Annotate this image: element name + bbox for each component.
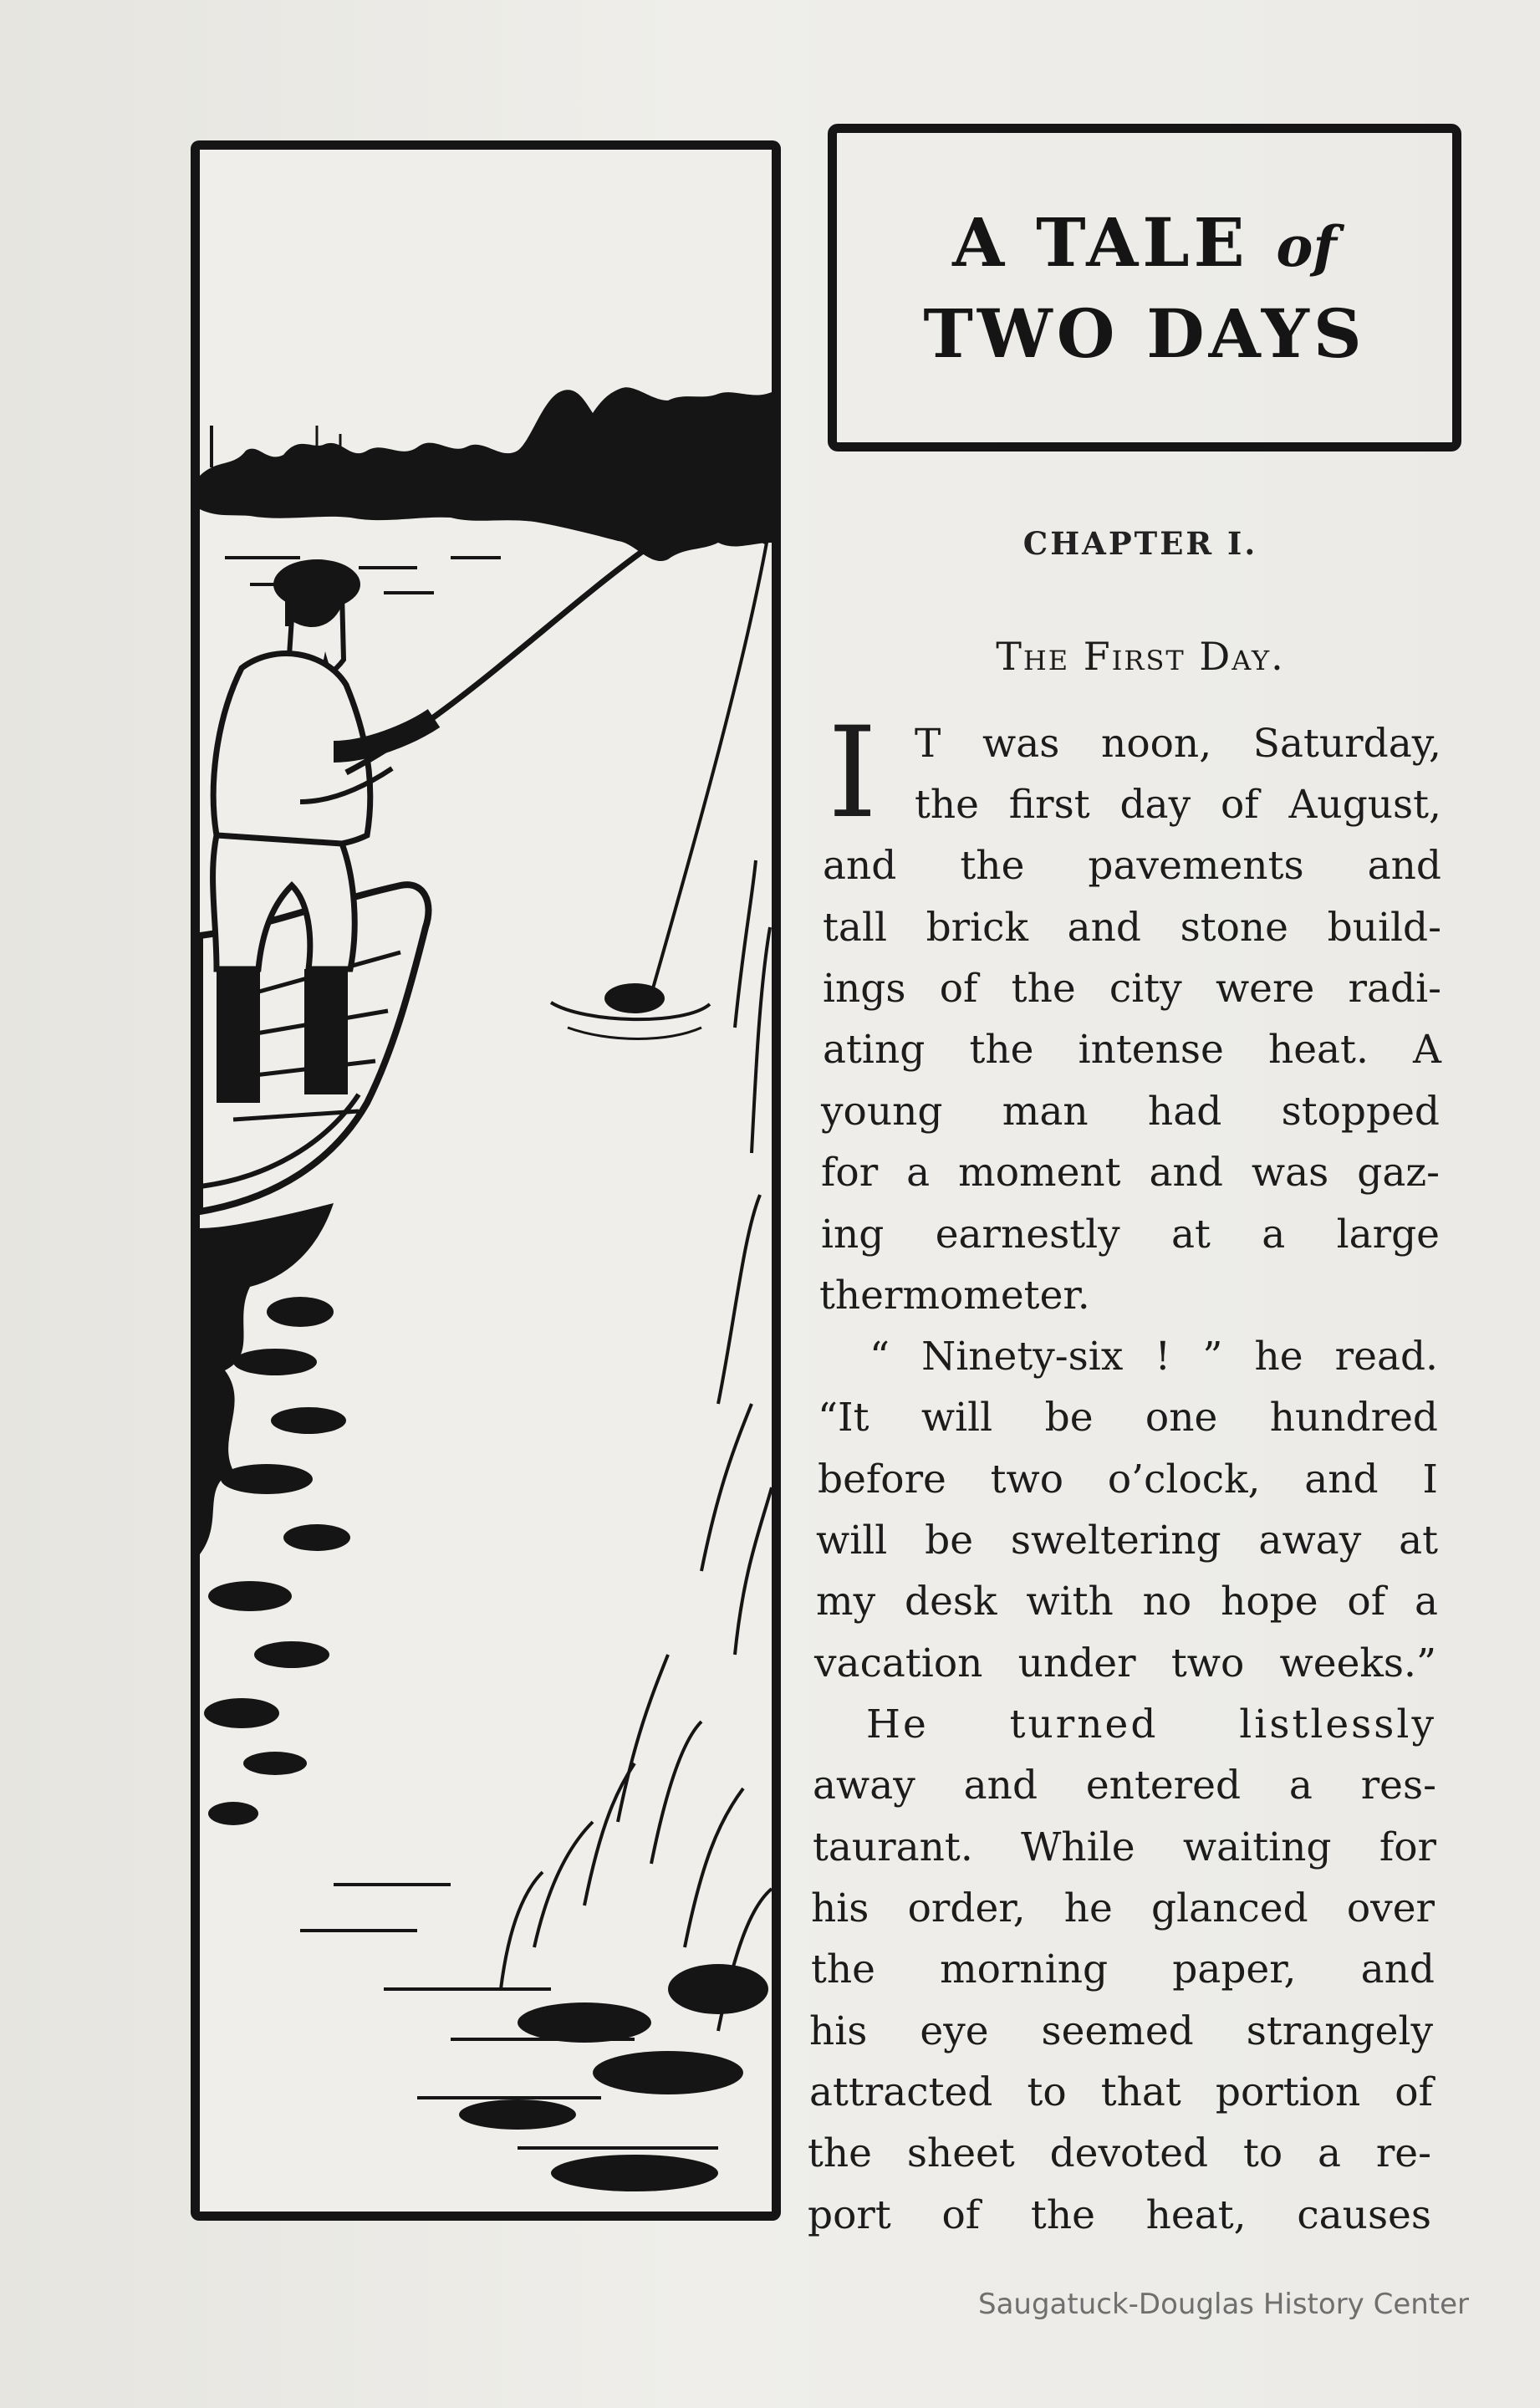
body-line: his eye seemed strangely — [809, 2008, 1433, 2054]
body-line: my desk with no hope of a — [816, 1579, 1438, 1625]
title-line-1 — [952, 199, 1337, 290]
body-line: the morning paper, and — [811, 1946, 1435, 1992]
shore-ripples — [225, 558, 501, 593]
body-line: He turned listlessly — [866, 1701, 1436, 1747]
body-line: before two o’clock, and I — [818, 1457, 1438, 1502]
body-line: T was noon, Saturday, — [915, 721, 1441, 767]
fishing-line — [651, 543, 767, 994]
water-reflections — [200, 1203, 350, 1825]
body-line: the first day of August, — [915, 782, 1441, 828]
title-of: of — [1276, 213, 1337, 279]
fish-splash — [551, 983, 710, 1039]
body-line: ings of the city were radi- — [823, 966, 1441, 1012]
body-line: attracted to that portion of — [809, 2069, 1433, 2115]
section-heading: The First Day. — [996, 634, 1285, 679]
chapter-heading: CHAPTER I. — [1022, 525, 1258, 562]
credit-watermark: Saugatuck-Douglas History Center — [978, 2288, 1470, 2321]
body-line: his order, he glanced over — [811, 1885, 1435, 1931]
body-line: taurant. While waiting for — [813, 1824, 1436, 1870]
body-line: thermometer. — [819, 1273, 1090, 1319]
body-line: ating the intense heat. A — [823, 1027, 1441, 1073]
body-line: tall brick and stone build- — [823, 905, 1441, 951]
fishing-illustration — [200, 150, 772, 2212]
body-line: away and entered a res- — [813, 1763, 1436, 1809]
body-line: for a moment and was gaz- — [821, 1150, 1440, 1196]
reeds — [501, 860, 772, 2031]
body-line: vacation under two weeks.” — [814, 1640, 1436, 1686]
title-box — [828, 124, 1461, 452]
body-line: “It will be one hundred — [818, 1395, 1438, 1441]
title-line-2: TWO DAYS — [923, 293, 1366, 373]
body-line: the sheet devoted to a re- — [808, 2130, 1431, 2176]
body-line: ing earnestly at a large — [821, 1212, 1440, 1258]
body-line: will be sweltering away at — [816, 1518, 1438, 1564]
drop-cap: I — [828, 701, 878, 846]
body-line: port of the heat, causes — [808, 2192, 1431, 2238]
title-a-tale: A TALE — [952, 202, 1249, 282]
body-line: “ Ninety-six ! ” he read. — [869, 1334, 1438, 1380]
illustration-panel — [191, 140, 781, 2221]
foreground-clumps — [459, 1964, 768, 2191]
body-line: and the pavements and — [823, 843, 1441, 889]
body-line: young man had stopped — [821, 1089, 1440, 1135]
